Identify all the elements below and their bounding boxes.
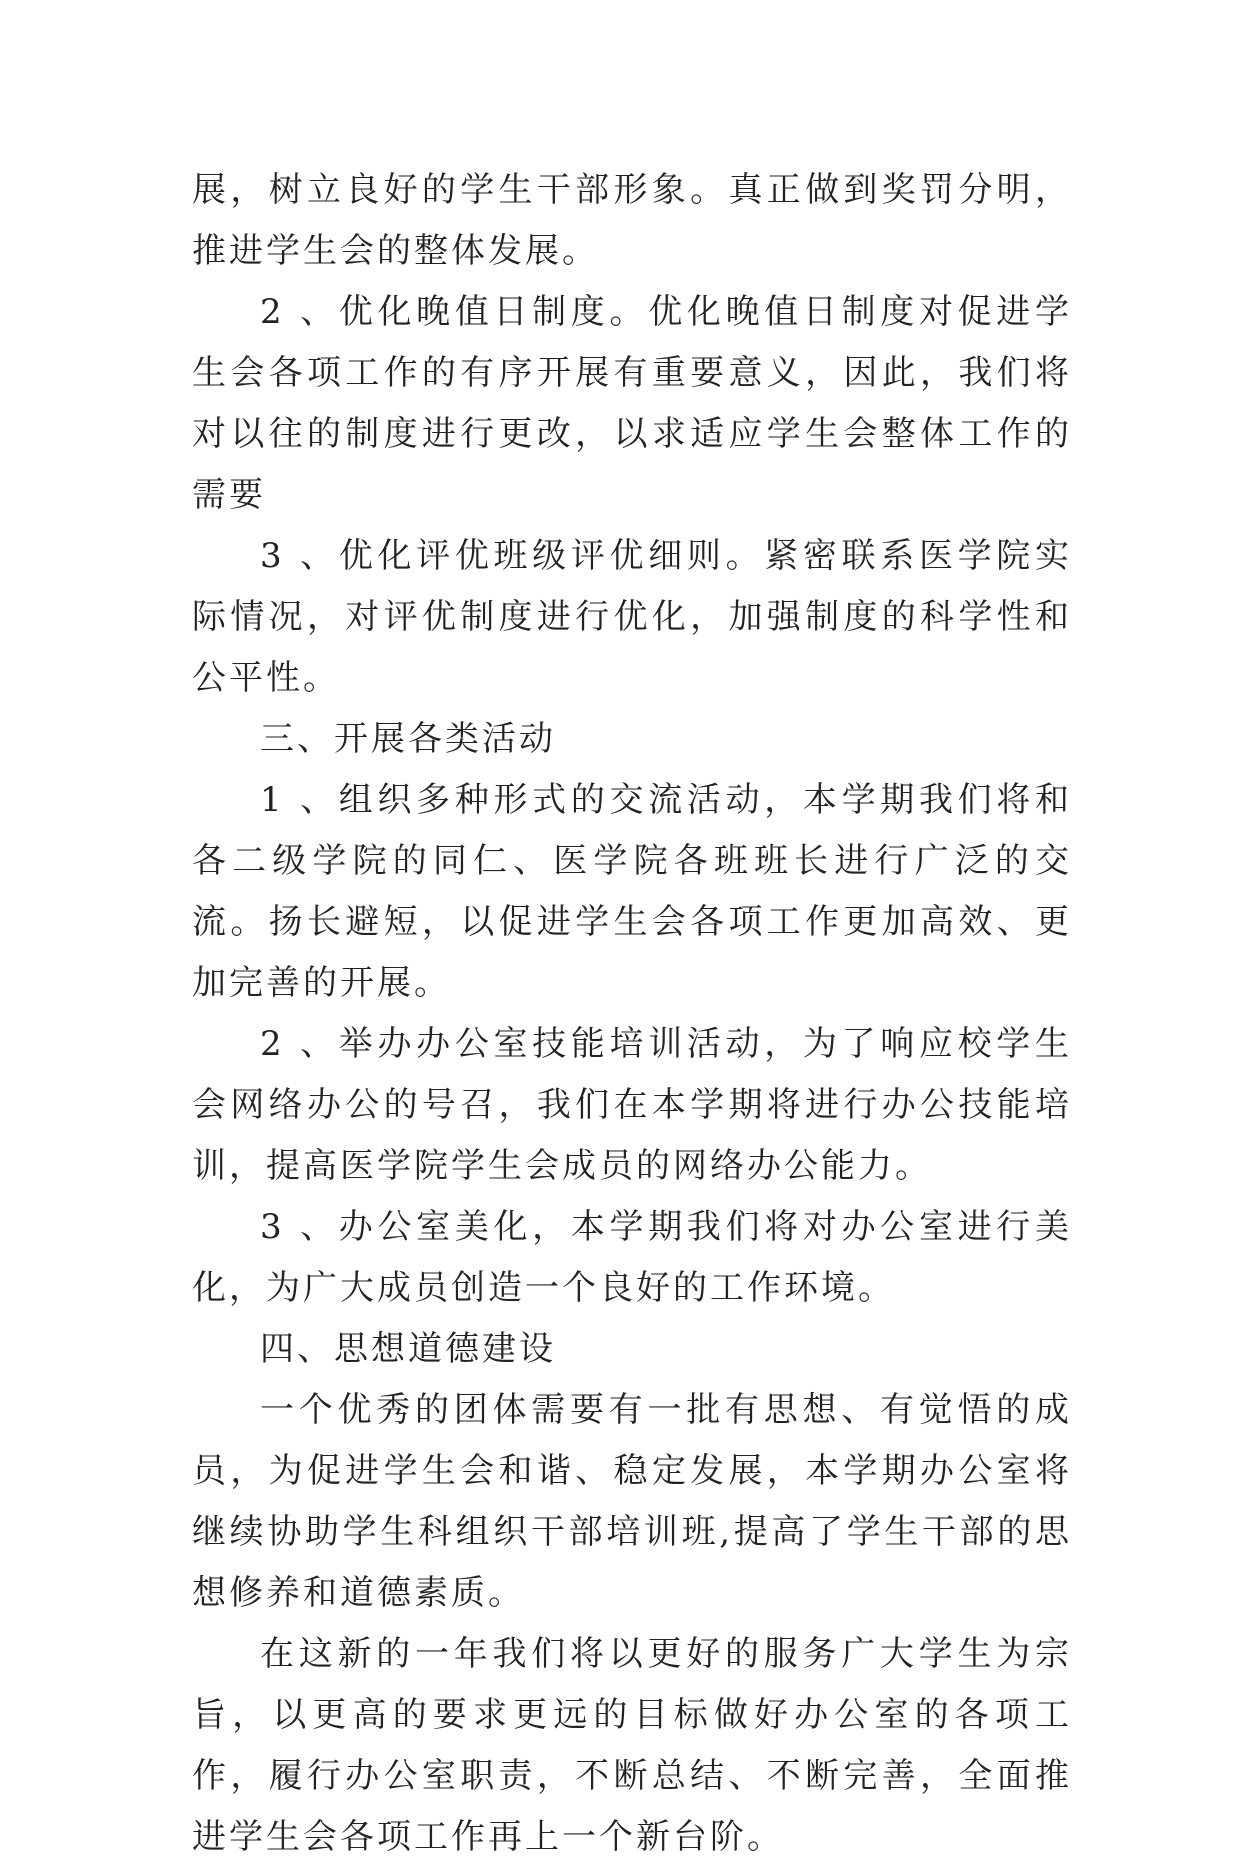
paragraph-activity-3-office-beautify: 3 、办公室美化，本学期我们将对办公室进行美化，为广大成员创造一个良好的工作环境。 <box>192 1207 1072 1308</box>
paragraph-conclusion: 在这新的一年我们将以更好的服务广大学生为宗旨，以更高的要求更远的目标做好办公室的各项工作，履行办公室职责，不断总结、不断完善，全面推进学生会各项工作再上一个新台阶。 <box>192 1634 1072 1857</box>
paragraph-continuation: 展，树立良好的学生干部形象。真正做到奖罚分明，推进学生会的整体发展。 <box>192 170 1072 271</box>
paragraph-moral-construction: 一个优秀的团体需要有一批有思想、有觉悟的成员，为促进学生会和谐、稳定发展，本学期办公室将继续协助学生科组织干部培训班,提高了学生干部的思想修养和道德素质。 <box>192 1390 1072 1613</box>
paragraph-item-2-night-duty: 2 、优化晚值日制度。优化晚值日制度对促进学生会各项工作的有序开展有重要意义，因此，我们将对以往的制度进行更改，以求适应学生会整体工作的需要 <box>192 292 1072 515</box>
section-heading-moral-construction: 四、思想道德建设 <box>260 1329 556 1369</box>
paragraph-activity-1-exchange: 1 、组织多种形式的交流活动，本学期我们将和各二级学院的同仁、医学院各班班长进行广泛的交流。扬长避短，以促进学生会各项工作更加高效、更加完善的开展。 <box>192 780 1072 1003</box>
paragraph-item-3-class-evaluation: 3 、优化评优班级评优细则。紧密联系医学院实际情况，对评优制度进行优化，加强制度的科学性和公平性。 <box>192 536 1072 698</box>
paragraph-activity-2-training: 2 、举办办公室技能培训活动，为了响应校学生会网络办公的号召，我们在本学期将进行办公技能培训，提高医学院学生会成员的网络办公能力。 <box>192 1024 1072 1186</box>
document-body <box>192 160 1072 1868</box>
section-heading-activities: 三、开展各类活动 <box>260 719 556 759</box>
